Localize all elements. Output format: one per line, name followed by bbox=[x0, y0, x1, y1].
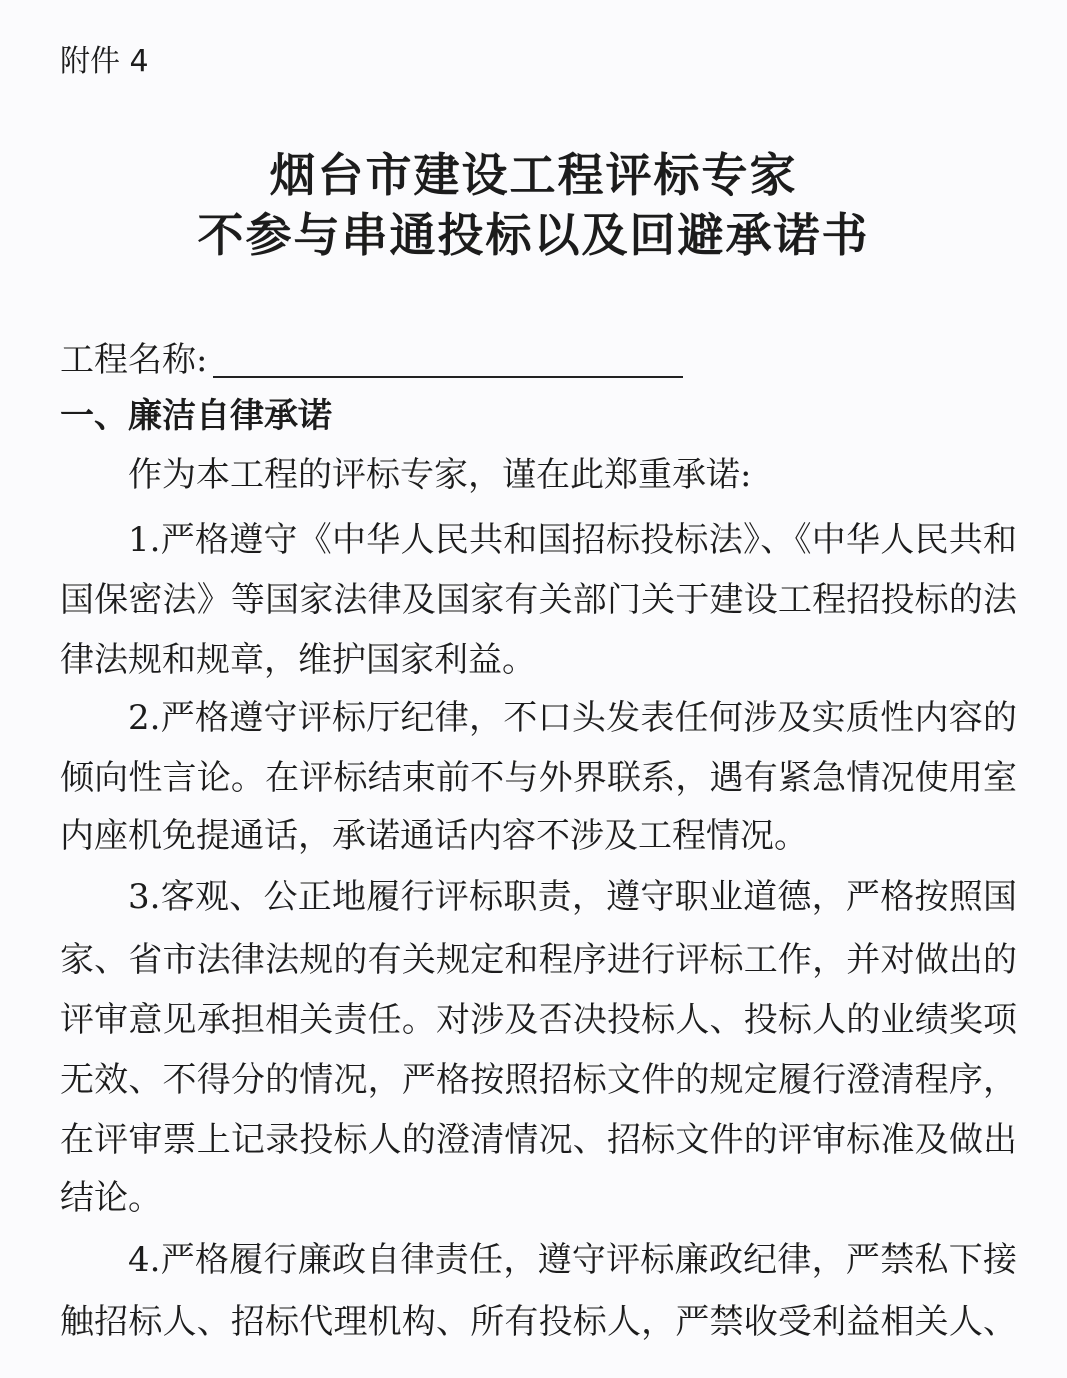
body-line: 3.客观、公正地履行评标职责，遵守职业道德，严格按照国 bbox=[128, 877, 1017, 917]
body-line: 4.严格履行廉政自律责任，遵守评标廉政纪律，严禁私下接 bbox=[128, 1240, 1017, 1280]
body-line: 国保密法》等国家法律及国家有关部门关于建设工程招投标的法 bbox=[60, 580, 1017, 620]
document-title-line2: 不参与串通投标以及回避承诺书 bbox=[197, 208, 870, 262]
document-title-line1: 烟台市建设工程评标专家 bbox=[269, 148, 798, 202]
project-name-blank bbox=[213, 346, 683, 378]
body-line: 无效、不得分的情况，严格按照招标文件的规定履行澄清程序， bbox=[60, 1060, 1017, 1100]
project-name-label: 工程名称: bbox=[60, 340, 208, 380]
body-line: 2.严格遵守评标厅纪律，不口头发表任何涉及实质性内容的 bbox=[128, 698, 1017, 738]
body-line: 1.严格遵守《中华人民共和国招标投标法》、《中华人民共和 bbox=[128, 520, 1017, 560]
body-line: 内座机免提通话，承诺通话内容不涉及工程情况。 bbox=[60, 816, 808, 856]
project-name-field bbox=[60, 338, 683, 382]
body-line: 作为本工程的评标专家，谨在此郑重承诺: bbox=[128, 455, 752, 495]
section-heading: 一、廉洁自律承诺 bbox=[60, 396, 332, 436]
attachment-label: 附件 4 bbox=[60, 44, 149, 79]
body-line: 倾向性言论。在评标结束前不与外界联系，遇有紧急情况使用室 bbox=[60, 758, 1017, 798]
body-line: 触招标人、招标代理机构、所有投标人，严禁收受利益相关人、 bbox=[60, 1302, 1017, 1342]
body-line: 律法规和规章，维护国家利益。 bbox=[60, 640, 536, 680]
body-line: 家、省市法律法规的有关规定和程序进行评标工作，并对做出的 bbox=[60, 940, 1017, 980]
body-line: 结论。 bbox=[60, 1178, 162, 1218]
body-line: 评审意见承担相关责任。对涉及否决投标人、投标人的业绩奖项 bbox=[60, 1000, 1017, 1040]
body-line: 在评审票上记录投标人的澄清情况、招标文件的评审标准及做出 bbox=[60, 1120, 1017, 1160]
